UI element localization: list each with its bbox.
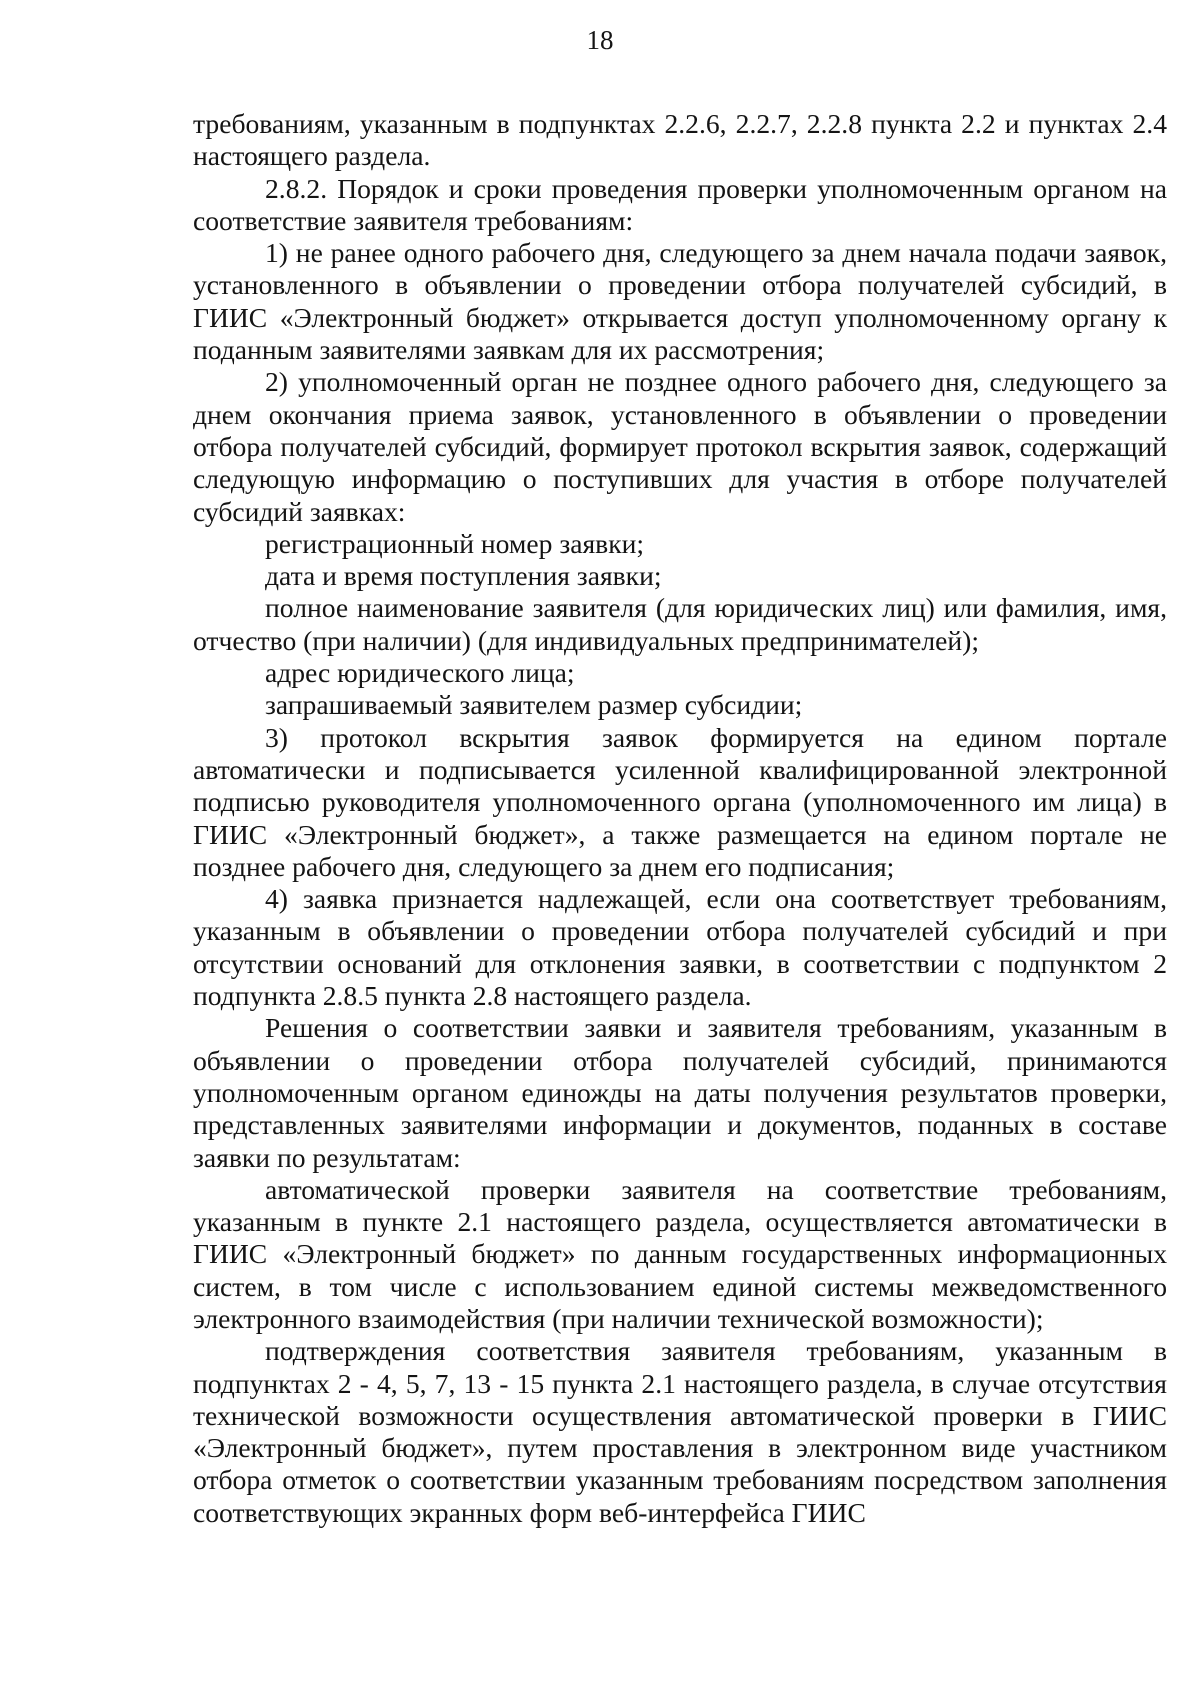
list-item: запрашиваемый заявителем размер субсидии; <box>265 689 803 721</box>
list-item: регистрационный номер заявки; <box>265 527 645 559</box>
list-item: адрес юридического лица; <box>265 657 575 689</box>
paragraph: подтверждения соответствия заявителя требованиям, указанным в подпунктах 2 - 4, 5, 7, 13 - 15 пункта 2.1 настоящего раздела, в случае отсутствия технической возможности осуществления автоматической проверки в ГИИС «Электронный бюджет», путем проставления в электронном виде участником отбора отметок о соответствии указанным требованиям посредством заполнения соответствующих экранных форм веб-интерфейса ГИИС <box>193 1335 1167 1528</box>
list-item: 4) заявка признается надлежащей, если она соответствует требованиям, указанным в объявлении о проведении отбора получателей субсидий и при отсутствии оснований для отклонения заявки, в соответствии с подпунктом 2 подпункта 2.8.5 пункта 2.8 настоящего раздела. <box>193 883 1167 1012</box>
list-item: 1) не ранее одного рабочего дня, следующего за днем начала подачи заявок, установленного в объявлении о проведении отбора получателей субсидий, в ГИИС «Электронный бюджет» открывается доступ уполномоченному органу к поданным заявителями заявкам для их рассмотрения; <box>193 237 1167 366</box>
paragraph: требованиям, указанным в подпунктах 2.2.6, 2.2.7, 2.2.8 пункта 2.2 и пунктах 2.4 настоящего раздела. <box>193 108 1167 172</box>
list-item: полное наименование заявителя (для юридических лиц) или фамилия, имя, отчество (при наличии) (для индивидуальных предпринимателей); <box>193 592 1167 656</box>
paragraph: Решения о соответствии заявки и заявителя требованиям, указанным в объявлении о проведении отбора получателей субсидий, принимаются уполномоченным органом единожды на даты получения результатов проверки, представленных заявителями информации и документов, поданных в составе заявки по результатам: <box>193 1012 1167 1173</box>
list-item: 2) уполномоченный орган не позднее одного рабочего дня, следующего за днем окончания приема заявок, установленного в объявлении о проведении отбора получателей субсидий, формирует протокол вскрытия заявок, содержащий следующую информацию о поступивших для участия в отборе получателей субсидий заявках: <box>193 366 1167 527</box>
document-body <box>193 108 1167 1529</box>
list-item: 3) протокол вскрытия заявок формируется на едином портале автоматически и подписывается усиленной квалифицированной электронной подписью руководителя уполномоченного органа (уполномоченного им лица) в ГИИС «Электронный бюджет», а также размещается на едином портале не позднее рабочего дня, следующего за днем его подписания; <box>193 721 1167 882</box>
list-item: дата и время поступления заявки; <box>265 560 662 592</box>
paragraph: автоматической проверки заявителя на соответствие требованиям, указанным в пункте 2.1 настоящего раздела, осуществляется автоматически в ГИИС «Электронный бюджет» по данным государственных информационных систем, в том числе с использованием единой системы межведомственного электронного взаимодействия (при наличии технической возможности); <box>193 1173 1167 1334</box>
paragraph: 2.8.2. Порядок и сроки проведения проверки уполномоченным органом на соответствие заявителя требованиям: <box>193 172 1167 236</box>
page-number: 18 <box>586 25 614 55</box>
